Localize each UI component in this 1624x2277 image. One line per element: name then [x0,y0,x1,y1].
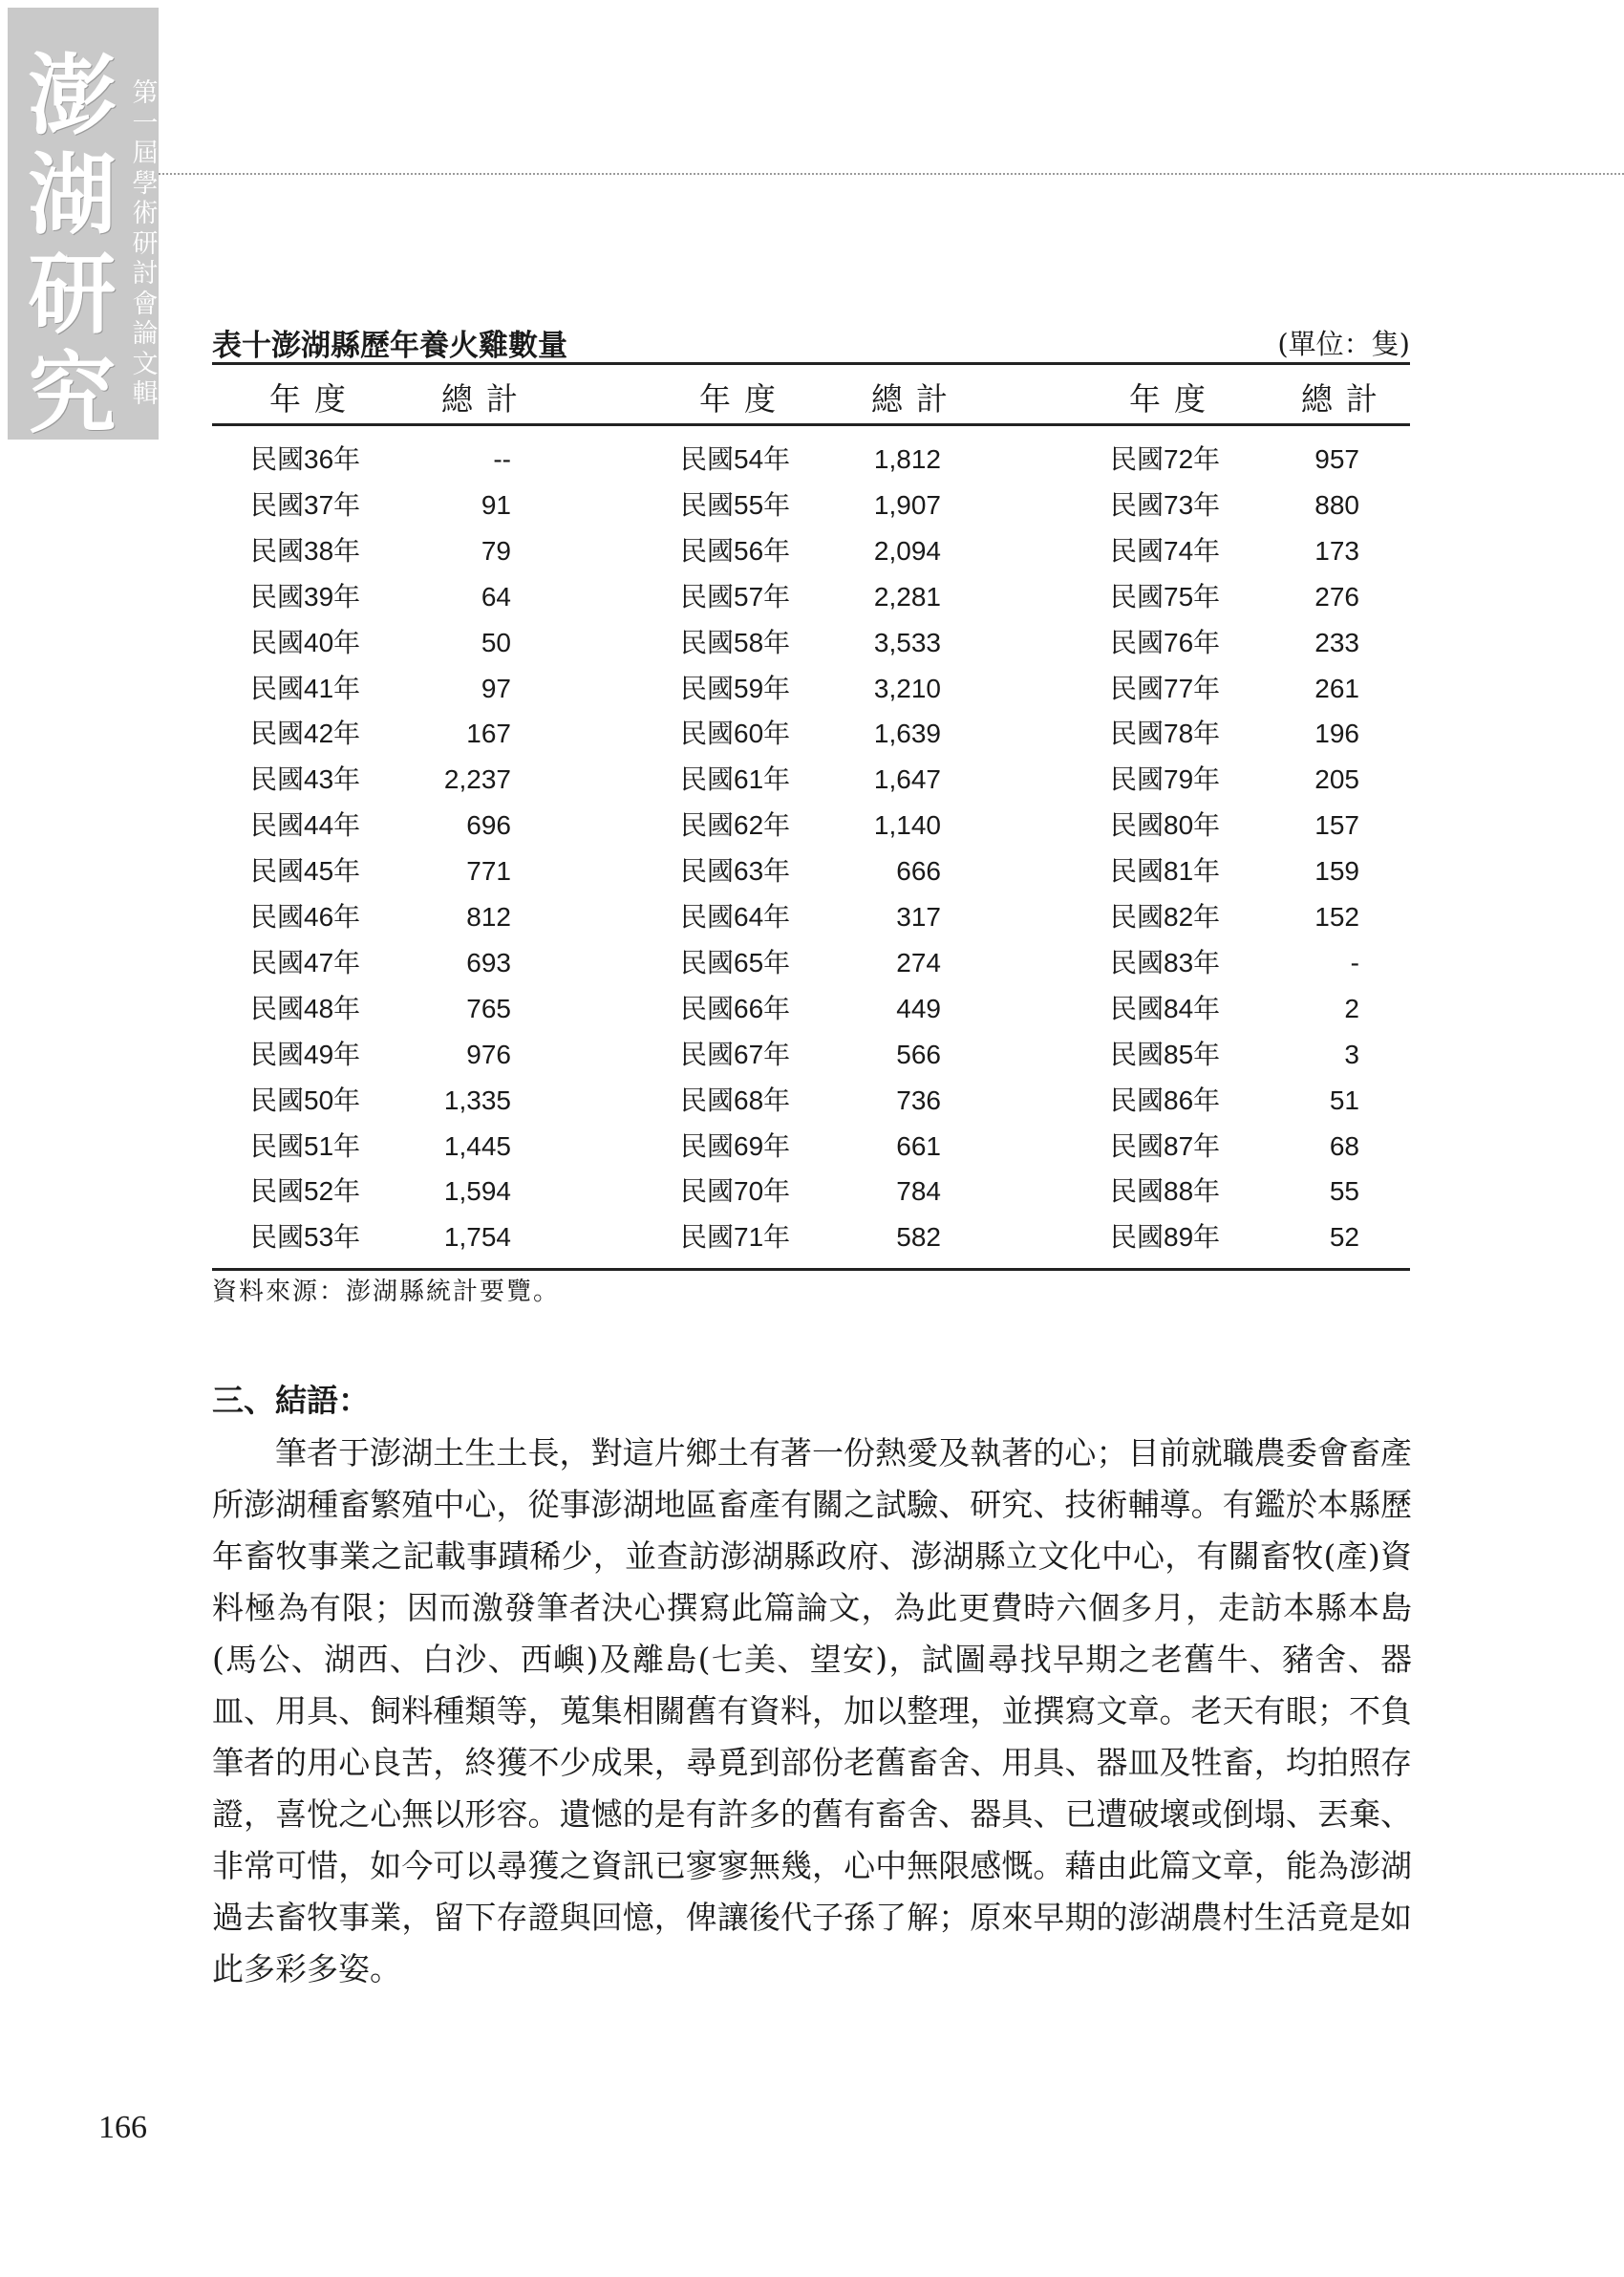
table-cell-total: 52 [1329,1222,1359,1253]
table-cell-year: 民國75年 [1110,581,1221,612]
table-cell-total: 205 [1314,764,1359,795]
table-cell-total: -- [493,444,511,474]
table-cell-year: 民國60年 [680,719,791,749]
table-cell-year: 民國76年 [1110,627,1221,657]
table-cell-year: 民國79年 [1110,764,1221,795]
subtitle-char: 第 [132,78,159,108]
table-cell-year: 民國65年 [680,947,791,977]
table-cell-year: 民國46年 [250,902,361,932]
table-cell-total: 566 [896,1039,941,1069]
table-cell-year: 民國51年 [250,1130,361,1161]
table-cell-total: 736 [896,1085,941,1115]
table-cell-total: 2,281 [873,581,941,612]
table-cell-total: 64 [481,581,511,612]
table-cell-year: 民國58年 [680,627,791,657]
table-cell-total: 97 [481,673,511,703]
table-source-note: 資料來源：澎湖縣統計要覽。 [212,1278,561,1306]
col-header-year: 年度 [699,380,789,418]
table-cell-year: 民國54年 [680,444,791,474]
table-cell-total: 693 [466,947,511,977]
table-cell-year: 民國66年 [680,993,791,1023]
table-cell-year: 民國78年 [1110,719,1221,749]
subtitle-char: 文 [132,349,159,379]
side-header-tab [8,8,159,445]
table-cell-total: 1,754 [443,1222,511,1253]
subtitle-char: 一 [132,108,159,139]
subtitle-char: 研 [132,228,159,259]
table-cell-total: 196 [1314,719,1359,749]
table-cell-year: 民國45年 [250,856,361,887]
table-cell-year: 民國52年 [250,1176,361,1207]
table-cell-year: 民國67年 [680,1039,791,1069]
table-cell-year: 民國83年 [1110,947,1221,977]
table-cell-year: 民國44年 [250,810,361,841]
table-cell-total: 233 [1314,627,1359,657]
table-cell-year: 民國56年 [680,535,791,566]
table-cell-total: 1,907 [873,489,941,520]
table-cell-year: 民國37年 [250,489,361,520]
table-unit: (單位：隻) [1277,328,1410,360]
table-top-rule [212,362,1410,365]
table-cell-year: 民國84年 [1110,993,1221,1023]
table-cell-total: 1,445 [443,1130,511,1161]
table-cell-total: 3 [1344,1039,1359,1069]
table-cell-year: 民國36年 [250,444,361,474]
journal-title-char: 研 [28,243,117,346]
table-cell-year: 民國70年 [680,1176,791,1207]
table-cell-total: 79 [481,535,511,566]
table-cell-year: 民國49年 [250,1039,361,1069]
table-cell-total: 3,533 [873,627,941,657]
subtitle-char: 學 [132,168,159,199]
table-cell-total: 2 [1344,993,1359,1023]
header-dotted-rule [159,173,1624,175]
table-cell-year: 民國39年 [250,581,361,612]
journal-subtitle [126,78,164,410]
table-title: 表十澎湖縣歷年養火雞數量 [212,329,567,363]
table-cell-year: 民國40年 [250,627,361,657]
table-cell-year: 民國88年 [1110,1176,1221,1207]
conclusion-paragraph: 筆者于澎湖土生土長，對這片鄉土有著一份熱愛及執著的心；目前就職農委會畜產所澎湖種畜繁殖中心，從事澎湖地區畜產有關之試驗、研究、技術輔導。有鑑於本縣歷年畜牧事業之記載事蹟稀少，並查訪澎湖縣政府、澎湖縣立文化中心，有關畜牧(產)資料極為有限；因而激發筆者決心撰寫此篇論文，為此更費時六個多月，走訪本縣本島(馬公、湖西、白沙、西嶼)及離島(七美、望安)，試圖尋找早期之老舊牛、豬舍、器皿、用具、飼料種類等，蒐集相關舊有資料，加以整理，並撰寫文章。老天有眼；不負筆者的用心良苦，終獲不少成果，尋覓到部份老舊畜舍、用具、器皿及牲畜，均拍照存證，喜悅之心無以形容。遺憾的是有許多的舊有畜舍、器具、已遭破壞或倒塌、丟棄、非常可惜，如今可以尋獲之資訊已寥寥無幾，心中無限感慨。藉由此篇文章，能為澎湖過去畜牧事業，留下存證與回憶，俾讓後代子孫了解；原來早期的澎湖農村生活竟是如此多彩多姿。 [212,1434,1412,1987]
col-header-total: 總計 [871,380,961,418]
table-cell-total: 167 [466,719,511,749]
table-cell-total: 449 [896,993,941,1023]
table-cell-total: 261 [1314,673,1359,703]
table-cell-total: 1,639 [873,719,941,749]
subtitle-char: 論 [132,319,159,349]
subtitle-char: 輯 [132,379,159,409]
table-cell-total: 152 [1314,902,1359,932]
table-cell-year: 民國85年 [1110,1039,1221,1069]
table-cell-year: 民國68年 [680,1085,791,1115]
table-cell-total: 1,335 [443,1085,511,1115]
journal-title-char: 澎 [28,44,117,147]
table-cell-year: 民國81年 [1110,856,1221,887]
table-cell-year: 民國73年 [1110,489,1221,520]
page-number: 166 [98,2110,147,2145]
table-cell-year: 民國38年 [250,535,361,566]
table-cell-total: 91 [481,489,511,520]
table-cell-year: 民國64年 [680,902,791,932]
table-cell-total: 317 [896,902,941,932]
table-cell-total: 1,594 [443,1176,511,1207]
table-cell-total: 661 [896,1130,941,1161]
col-header-total: 總計 [441,380,531,418]
table-cell-year: 民國57年 [680,581,791,612]
journal-title [17,46,127,443]
col-header-total: 總計 [1301,380,1391,418]
table-cell-total: 771 [466,856,511,887]
table-cell-total: 159 [1314,856,1359,887]
table-cell-total: 274 [896,947,941,977]
table-cell-total: 582 [896,1222,941,1253]
subtitle-char: 討 [132,259,159,289]
table-cell-total: 173 [1314,535,1359,566]
table-cell-year: 民國42年 [250,719,361,749]
table-cell-year: 民國61年 [680,764,791,795]
subtitle-char: 會 [132,289,159,319]
journal-title-char: 究 [28,342,117,445]
subtitle-char: 術 [132,199,159,228]
table-cell-total: 50 [481,627,511,657]
table-cell-total: 51 [1329,1085,1359,1115]
table-cell-year: 民國55年 [680,489,791,520]
col-header-year: 年度 [269,380,359,418]
table-cell-year: 民國63年 [680,856,791,887]
table-cell-year: 民國41年 [250,673,361,703]
table-cell-year: 民國72年 [1110,444,1221,474]
table-cell-year: 民國53年 [250,1222,361,1253]
table-cell-total: 765 [466,993,511,1023]
table-cell-total: 1,812 [873,444,941,474]
journal-title-char: 湖 [28,143,117,247]
table-cell-year: 民國69年 [680,1130,791,1161]
table-cell-year: 民國89年 [1110,1222,1221,1253]
table-cell-year: 民國86年 [1110,1085,1221,1115]
table-cell-year: 民國74年 [1110,535,1221,566]
table-cell-total: 880 [1314,489,1359,520]
table-bottom-rule [212,1268,1410,1271]
subtitle-char: 屆 [132,139,159,168]
table-cell-total: 3,210 [873,673,941,703]
table-cell-total: - [1350,947,1359,977]
section-heading: 三、結語： [212,1382,370,1419]
table-header-rule [212,423,1410,426]
col-header-year: 年度 [1129,380,1219,418]
table-cell-total: 55 [1329,1176,1359,1207]
table-cell-year: 民國50年 [250,1085,361,1115]
table-cell-total: 976 [466,1039,511,1069]
table-cell-year: 民國48年 [250,993,361,1023]
table-cell-total: 2,094 [873,535,941,566]
table-cell-total: 276 [1314,581,1359,612]
table-cell-year: 民國80年 [1110,810,1221,841]
table-cell-year: 民國77年 [1110,673,1221,703]
table-cell-year: 民國82年 [1110,902,1221,932]
table-cell-year: 民國87年 [1110,1130,1221,1161]
table-cell-year: 民國71年 [680,1222,791,1253]
table-cell-total: 1,647 [873,764,941,795]
table-cell-total: 157 [1314,810,1359,841]
table-cell-total: 696 [466,810,511,841]
table-cell-year: 民國62年 [680,810,791,841]
table-cell-total: 68 [1329,1130,1359,1161]
table-cell-total: 666 [896,856,941,887]
table-cell-total: 2,237 [443,764,511,795]
table-cell-total: 1,140 [873,810,941,841]
table-cell-year: 民國59年 [680,673,791,703]
table-cell-year: 民國47年 [250,947,361,977]
table-cell-year: 民國43年 [250,764,361,795]
table-cell-total: 957 [1314,444,1359,474]
table-cell-total: 812 [466,902,511,932]
table-cell-total: 784 [896,1176,941,1207]
